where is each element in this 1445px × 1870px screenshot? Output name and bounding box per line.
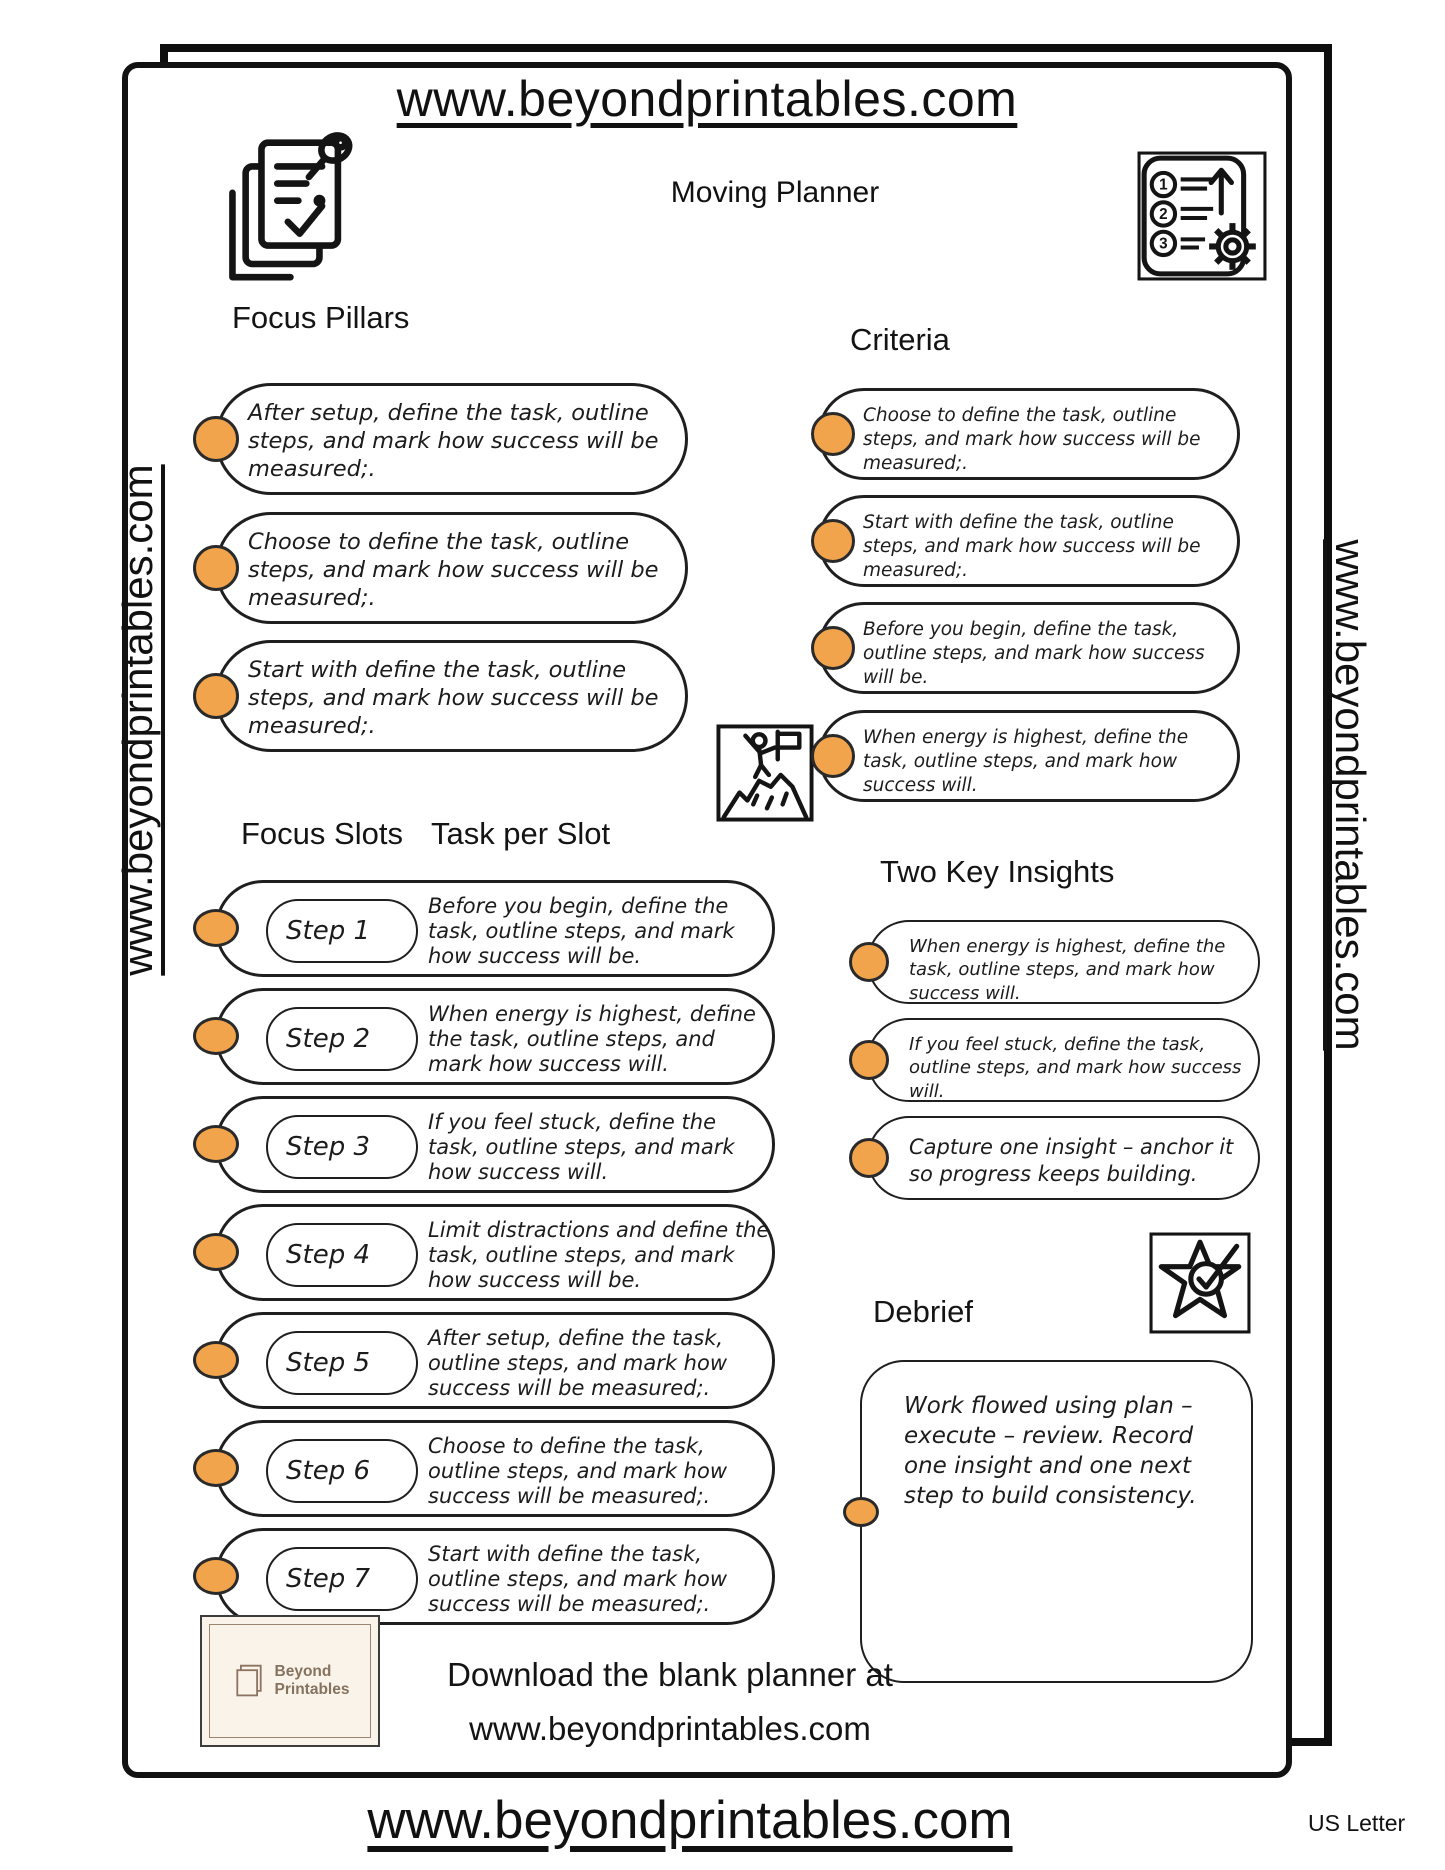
svg-text:1: 1 <box>1159 176 1168 194</box>
bullet-dot <box>811 412 855 456</box>
clipboard-pin-icon <box>214 126 359 286</box>
step-label: Step 4 <box>286 1240 371 1270</box>
insight-text-2: If you feel stuck, define the task, outline steps, and mark how success will. <box>909 1034 1242 1102</box>
step-label: Step 2 <box>286 1024 371 1054</box>
bullet-dot <box>843 1497 879 1527</box>
focus-pillar-box-2 <box>215 512 688 624</box>
step-row-2 <box>215 988 775 1085</box>
criteria-heading: Criteria <box>850 322 950 357</box>
step-label-pill <box>266 1331 418 1395</box>
bullet-dot <box>193 416 239 462</box>
step-label-pill <box>266 1547 418 1611</box>
insights-heading: Two Key Insights <box>880 854 1115 889</box>
insight-box-3 <box>867 1116 1260 1200</box>
step-text: When energy is highest, define the task, outline steps, and mark how success will. <box>428 1001 756 1077</box>
step-row-1 <box>215 880 775 977</box>
step-label-pill <box>266 1439 418 1503</box>
focus-pillar-box-3 <box>215 640 688 752</box>
criteria-text-3: Before you begin, define the task, outline steps, and mark how success will be. <box>863 619 1205 689</box>
step-label: Step 3 <box>286 1132 371 1162</box>
step-label: Step 6 <box>286 1456 371 1486</box>
focus-pillar-text-1: After setup, define the task, outline steps, and mark how success will be measured;. <box>248 400 659 482</box>
logo-text-line1: Beyond <box>274 1663 332 1681</box>
bullet-dot <box>811 734 855 778</box>
bullet-dot <box>811 519 855 563</box>
criteria-text-4: When energy is highest, define the task, outline steps, and mark how success will. <box>863 727 1189 797</box>
footer-url: www.beyondprintables.com <box>367 1791 1013 1850</box>
bullet-dot <box>193 545 239 591</box>
page-title: Moving Planner <box>670 176 880 209</box>
step-row-4 <box>215 1204 775 1301</box>
step-row-5 <box>215 1312 775 1409</box>
insight-text-1: When energy is highest, define the task, outline steps, and mark how success will. <box>909 936 1226 1004</box>
logo-pages-icon <box>231 1661 267 1701</box>
step-label: Step 1 <box>286 916 371 946</box>
criteria-text-2: Start with define the task, outline steps, and mark how success will be measured;. <box>863 512 1201 582</box>
bullet-dot <box>811 626 855 670</box>
step-label-pill <box>266 1223 418 1287</box>
insight-text-3: Capture one insight – anchor it so progress keeps building. <box>909 1135 1234 1187</box>
criteria-box-4 <box>818 710 1240 802</box>
focus-pillar-box-1 <box>215 383 688 495</box>
star-check-icon <box>1146 1232 1254 1334</box>
criteria-box-1 <box>818 388 1240 480</box>
step-text: Before you begin, define the task, outline steps, and mark how success will be. <box>428 893 735 969</box>
step-text: Limit distractions and define the task, outline steps, and mark how success will be. <box>428 1217 770 1293</box>
debrief-text: Work flowed using plan – execute – review. Record one insight and one next step to build consistency. <box>904 1393 1197 1509</box>
insight-box-2 <box>867 1018 1260 1102</box>
step-row-6 <box>215 1420 775 1517</box>
step-text: After setup, define the task, outline steps, and mark how success will be measured;. <box>428 1325 727 1401</box>
insight-box-1 <box>867 920 1260 1004</box>
step-text: If you feel stuck, define the task, outline steps, and mark how success will. <box>428 1109 735 1185</box>
step-text: Start with define the task, outline steps, and mark how success will be measured;. <box>428 1541 727 1617</box>
criteria-text-1: Choose to define the task, outline steps, and mark how success will be measured;. <box>863 405 1201 475</box>
step-label: Step 5 <box>286 1348 371 1378</box>
criteria-box-2 <box>818 495 1240 587</box>
step-label-pill <box>266 1007 418 1071</box>
bullet-dot <box>193 1449 239 1487</box>
step-label-pill <box>266 1115 418 1179</box>
focus-pillar-text-2: Choose to define the task, outline steps, and mark how success will be measured;. <box>248 529 659 611</box>
task-per-slot-heading: Task per Slot <box>430 816 611 851</box>
focus-pillar-text-3: Start with define the task, outline steps, and mark how success will be measured;. <box>248 657 659 739</box>
svg-text:2: 2 <box>1159 206 1168 224</box>
bullet-dot <box>193 1125 239 1163</box>
side-url-right: www.beyondprintables.com <box>1327 539 1374 1051</box>
svg-text:3: 3 <box>1159 235 1168 253</box>
download-text-line1: Download the blank planner at <box>447 1656 893 1693</box>
download-text-line2: www.beyondprintables.com <box>469 1710 871 1747</box>
bullet-dot <box>193 673 239 719</box>
bullet-dot <box>849 942 889 982</box>
step-label-pill <box>266 899 418 963</box>
bullet-dot <box>193 1557 239 1595</box>
step-text: Choose to define the task, outline steps, and mark how success will be measured;. <box>428 1433 727 1509</box>
focus-pillars-heading: Focus Pillars <box>232 300 410 335</box>
bullet-dot <box>193 1341 239 1379</box>
logo-text-line2: Printables <box>274 1681 350 1698</box>
bullet-dot <box>849 1040 889 1080</box>
bullet-dot <box>193 1017 239 1055</box>
debrief-heading: Debrief <box>873 1294 973 1329</box>
side-url-left: www.beyondprintables.com <box>114 464 161 976</box>
numbered-list-gear-icon <box>1136 150 1268 282</box>
bullet-dot <box>193 1233 239 1271</box>
step-row-3 <box>215 1096 775 1193</box>
step-row-7 <box>215 1528 775 1625</box>
bullet-dot <box>193 909 239 947</box>
debrief-box <box>860 1360 1253 1683</box>
paper-size-label: US Letter <box>1308 1810 1406 1836</box>
criteria-box-3 <box>818 602 1240 694</box>
step-label: Step 7 <box>286 1564 371 1594</box>
focus-slots-heading: Focus Slots <box>241 816 403 851</box>
mountain-flag-icon <box>716 724 814 822</box>
bullet-dot <box>849 1138 889 1178</box>
header-url: www.beyondprintables.com <box>396 71 1018 127</box>
